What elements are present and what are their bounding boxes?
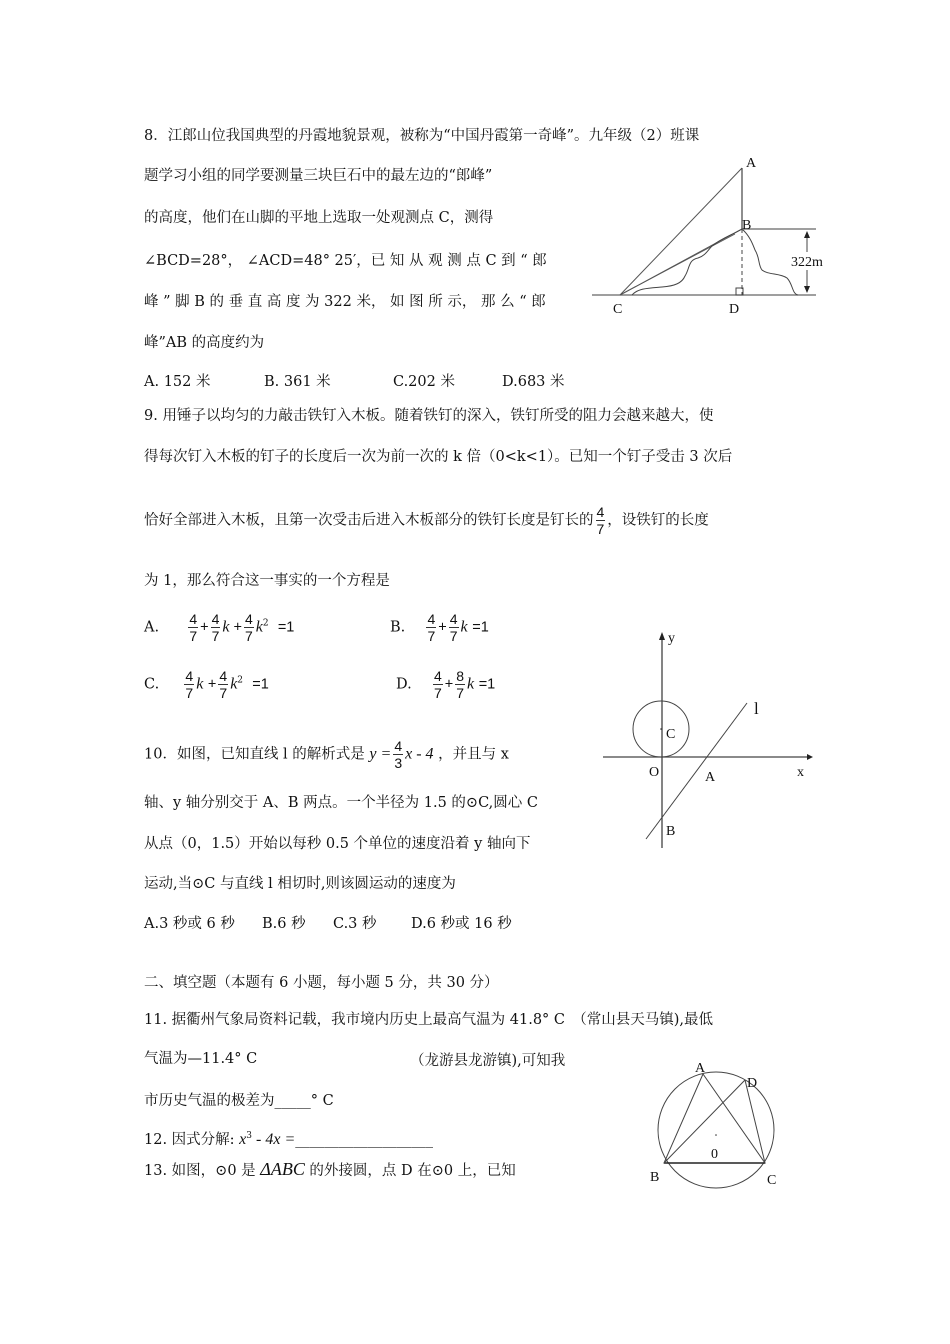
q8-option-a: A. 152 米 — [144, 374, 211, 390]
q10-option-a: A.3 秒或 6 秒 — [144, 916, 235, 932]
q10-option-d: D.6 秒或 16 秒 — [411, 916, 512, 932]
q9-option-b: B. $\frac{4}{7}$ + $\frac{4}{7}$ k =1 — [390, 611, 489, 644]
q10-fig-label-c: C — [666, 727, 676, 742]
q8-text-line-6: 峰”AB 的高度约为 — [144, 335, 265, 351]
q10-text-line-1: 10．如图，已知直线 l 的解析式是 y = $\frac{4}{3}$ x - 4 ，并且与 x — [144, 738, 509, 771]
q8-option-c: C.202 米 — [393, 374, 455, 390]
q13-fig-label-d: D — [747, 1076, 758, 1091]
q9-text-line-3 — [144, 504, 709, 537]
q12-text: 12. 因式分解: $x^3 - 4x$ =___________________ — [144, 1130, 433, 1148]
q8-fig-label-d: D — [729, 302, 740, 317]
q8-text-line-2: 题学习小组的同学要测量三块巨石中的最左边的“郎峰” — [144, 168, 493, 184]
q8-fig-label-a: A — [746, 156, 757, 171]
q13-fig-label-o: 0 — [711, 1147, 718, 1162]
q10-fig-label-l: l — [754, 699, 759, 718]
q8-fig-label-b: B — [742, 218, 752, 233]
q9-text-line-1: 9. 用锤子以均匀的力敲击铁钉入木板。随着铁钉的深入，铁钉所受的阻力会越来越大，使 — [144, 408, 714, 424]
q8-fig-label-c: C — [613, 302, 623, 317]
q9-text-line-4: 为 1，那么符合这一事实的一个方程是 — [144, 573, 390, 589]
q11-text-line-2-left: 气温为—11.4° C — [144, 1051, 258, 1067]
q10-slope-fraction: $\frac{4}{3}$ — [394, 738, 403, 771]
q8-text-line-3: 的高度，他们在山脚的平地上选取一处观测点 C，测得 — [144, 210, 494, 226]
q10-fig-label-o: O — [649, 765, 660, 780]
q13-text: 13. 如图，⊙0 是 ΔABC 的外接圆，点 D 在⊙0 上，已知 — [144, 1159, 516, 1179]
q13-fig-label-b: B — [650, 1170, 660, 1185]
q11-text-line-2-right: （龙游县龙游镇),可知我 — [410, 1053, 566, 1069]
q9-text-line-2: 得每次钉入木板的钉子的长度后一次为前一次的 k 倍（0<k<1）。已知一个钉子受击 3 次后 — [144, 449, 733, 465]
q8-text-line-4: ∠BCD=28°， ∠ACD=48° 25′，已 知 从 观 测 点 C 到 “ 郎 — [144, 253, 547, 269]
q10-option-b: B.6 秒 — [262, 916, 306, 932]
q9-line-3-after: ，设铁钉的长度 — [607, 512, 709, 529]
q9-option-a: A. $\frac{4}{7}$ + $\frac{4}{7}$ k + $\frac{4}{7}$ $k^2 =1$ — [144, 611, 295, 644]
q10-text-line-4: 运动,当⊙C 与直线 l 相切时,则该圆运动的速度为 — [144, 876, 456, 892]
q8-option-b: B. 361 米 — [264, 374, 331, 390]
q9-line-3-before: 恰好全部进入木板，且第一次受击后进入木板部分的铁钉长度是钉长的 — [144, 512, 594, 529]
q8-fig-height-label: 322m — [791, 255, 823, 270]
q11-text-line-1: 11. 据衢州气象局资料记载，我市境内历史上最高气温为 41.8° C （常山县天马镇),最低 — [144, 1012, 714, 1028]
q10-fig-label-y: y — [668, 631, 675, 646]
section-2-title: 二、填空题（本题有 6 小题，每小题 5 分，共 30 分） — [144, 975, 499, 991]
q10-fig-label-b: B — [666, 824, 676, 839]
q10-coordinate-figure — [595, 625, 835, 855]
q10-text-line-3: 从点（0，1.5）开始以每秒 0.5 个单位的速度沿着 y 轴向下 — [144, 836, 531, 852]
q9-option-d: D. $\frac{4}{7}$ + $\frac{8}{7}$ k =1 — [396, 668, 496, 701]
q9-fraction: $\frac{4}{7}$ — [596, 504, 605, 537]
q10-text-line-2: 轴、y 轴分别交于 A、B 两点。一个半径为 1.5 的⊙C,圆心 C — [144, 795, 538, 811]
q9-option-c: C. $\frac{4}{7}$ k + $\frac{4}{7}$ $k^2 =1$ — [144, 668, 269, 701]
q10-option-c: C.3 秒 — [333, 916, 377, 932]
q10-fig-label-x: x — [797, 765, 804, 780]
q13-fig-label-a: A — [695, 1061, 706, 1076]
q13-fig-label-c: C — [767, 1173, 777, 1188]
q8-option-d: D.683 米 — [502, 374, 565, 390]
q8-mountain-figure — [590, 150, 830, 320]
q13-circle-figure — [640, 1050, 790, 1195]
q8-text-line-5: 峰 ” 脚 B 的 垂 直 高 度 为 322 米， 如 图 所 示， 那 么 “ 郎 — [144, 294, 546, 310]
q10-fig-label-a: A — [705, 770, 716, 785]
q8-text-line-1: 8．江郎山位我国典型的丹霞地貌景观，被称为“中国丹霞第一奇峰”。九年级（2）班课 — [144, 128, 700, 144]
q12-answer-blank: ___________________ — [295, 1131, 433, 1148]
q11-text-line-3: 市历史气温的极差为_____° C — [144, 1093, 334, 1109]
